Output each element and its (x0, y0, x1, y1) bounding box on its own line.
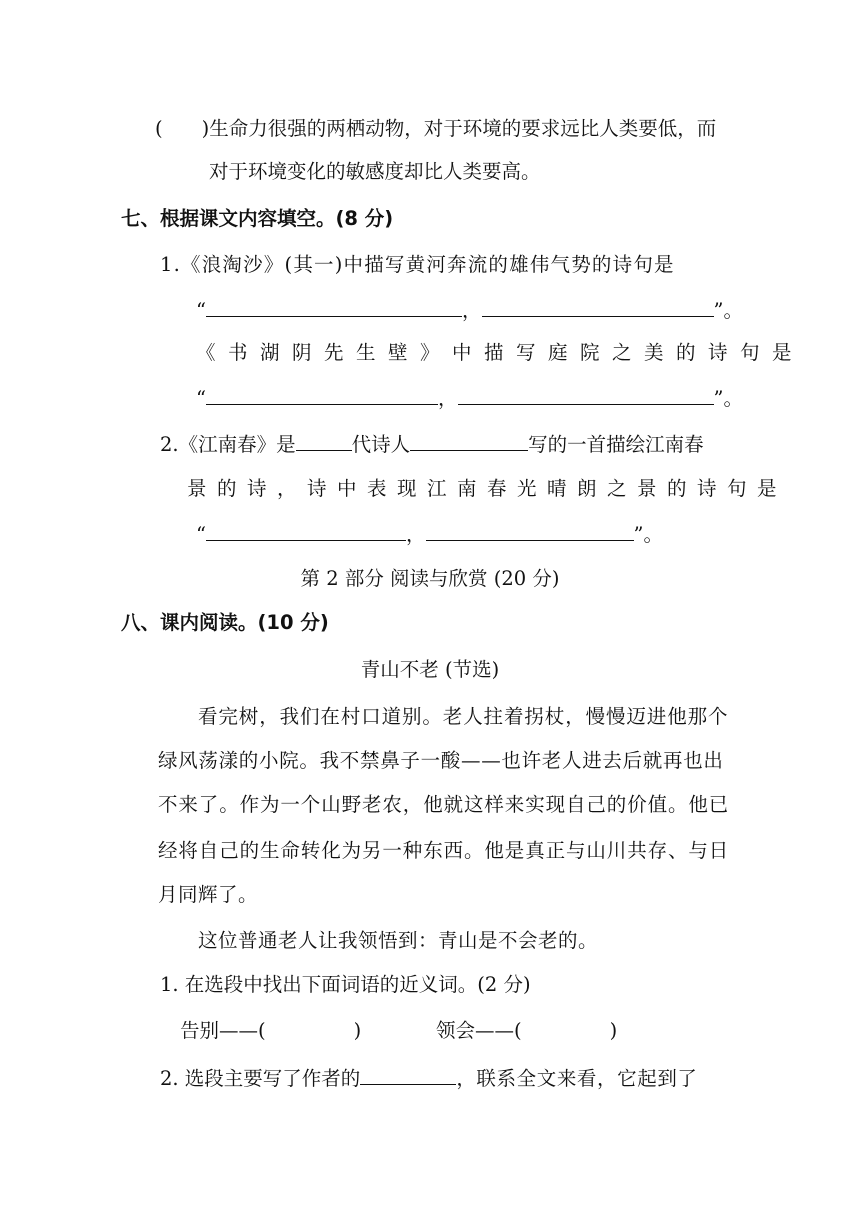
passage-paragraph-2: 这位普通老人让我领悟到：青山是不会老的。 (198, 929, 599, 952)
answer-blank[interactable] (426, 520, 634, 541)
open-quote: “ (196, 387, 206, 410)
s7-q1-line3: 《书湖阴先生壁》中描写庭院之美的诗句是 (196, 341, 805, 364)
s7-q1-answer-line1 (196, 296, 743, 324)
passage-line-3: 不来了。作为一个山野老农，他就这样来实现自己的价值。他已 (158, 793, 730, 816)
passage-note: (节选) (445, 658, 500, 681)
q1-a-close: ) (353, 1019, 362, 1042)
passage-title-line (0, 657, 860, 683)
close-quote: ”。 (713, 387, 743, 410)
answer-blank[interactable] (206, 520, 406, 541)
s7-q1-line1: 1.《浪淘沙》(其一)中描写黄河奔流的雄伟气势的诗句是 (160, 253, 675, 276)
answer-blank[interactable] (206, 384, 438, 405)
q1-b-label: 领会——( (436, 1019, 522, 1042)
comma: ， (461, 299, 482, 322)
passage-line-2: 绿风荡漾的小院。我不禁鼻子一酸——也许老人进去后就再也出 (158, 749, 724, 772)
answer-blank[interactable] (296, 430, 352, 451)
close-quote: ”。 (633, 523, 663, 546)
answer-blank[interactable] (206, 296, 462, 317)
passage-title: 青山不老 (360, 658, 439, 681)
s7-q1-answer-line2 (196, 384, 743, 412)
open-quote: “ (196, 299, 206, 322)
s8-q1-item-b (436, 1018, 617, 1044)
s7-q2-answer-line (196, 520, 663, 548)
passage-line-5: 月同辉了。 (158, 883, 259, 906)
s7-q2-line1 (160, 430, 704, 458)
q2-text-a: 2. 选段主要写了作者的 (160, 1067, 361, 1090)
comma: ， (405, 523, 426, 546)
q1-a-label: 告别——( (180, 1019, 266, 1042)
open-quote: “ (196, 523, 206, 546)
answer-blank[interactable] (410, 430, 528, 451)
passage-line-1: 看完树，我们在村口道别。老人拄着拐杖，慢慢迈进他那个 (198, 705, 729, 728)
answer-blank[interactable] (360, 1064, 456, 1085)
comma: ， (437, 387, 458, 410)
passage-line-4: 经将自己的生命转化为另一种东西。他是真正与山川共存、与日 (158, 839, 730, 862)
s8-q1-item-a (180, 1018, 361, 1044)
section8-title: 八、课内阅读。(10 分) (121, 611, 329, 634)
q2-text-b: ，联系全文来看，它起到了 (456, 1067, 698, 1090)
q2-text-c: 写的一首描绘江南春 (528, 433, 704, 456)
q6-item-line1: ( )生命力很强的两栖动物，对于环境的要求远比人类要低，而 (155, 117, 717, 140)
s7-q2-line2: 景的诗，诗中表现江南春光晴朗之景的诗句是 (187, 477, 788, 500)
section7-title: 七、根据课文内容填空。(8 分) (121, 207, 394, 230)
answer-blank[interactable] (482, 296, 714, 317)
close-quote: ”。 (713, 299, 743, 322)
part2-heading: 第 2 部分 阅读与欣赏 (20 分) (300, 567, 560, 590)
s8-q1: 1. 在选段中找出下面词语的近义词。(2 分) (160, 973, 531, 996)
q1-b-close: ) (609, 1019, 618, 1042)
q6-item-line2: 对于环境变化的敏感度却比人类要高。 (209, 160, 541, 183)
s8-q2 (160, 1064, 698, 1092)
q2-text-a: 2.《江南春》是 (160, 433, 296, 456)
q2-text-b: 代诗人 (351, 433, 411, 456)
answer-blank[interactable] (458, 384, 714, 405)
